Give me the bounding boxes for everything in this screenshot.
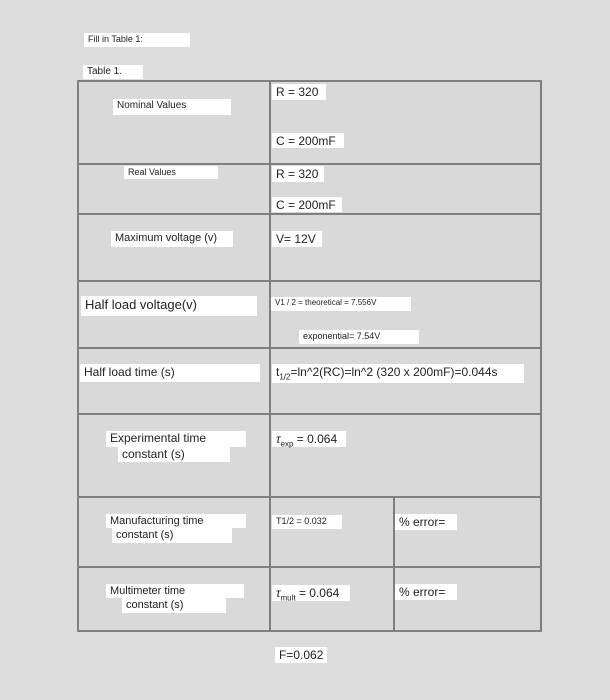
row-divider <box>79 566 540 568</box>
value-maximum-voltage: V= 12V <box>272 231 322 247</box>
error-label-manufacturing: % error= <box>395 514 457 530</box>
value-multimeter-time-constant <box>272 585 350 601</box>
value-real-r: R = 320 <box>272 166 324 182</box>
row-label-nominal-values: Nominal Values <box>113 99 231 115</box>
value-nominal-c: C = 200mF <box>272 133 344 148</box>
row-divider <box>79 496 540 498</box>
row-label-multimeter-line1: Multimeter time <box>106 584 244 598</box>
row-label-half-load-voltage: Half load voltage(v) <box>81 296 257 316</box>
row-label-manufacturing-line1: Manufacturing time <box>106 514 246 528</box>
row-divider <box>79 347 540 349</box>
value-half-load-time-subscript: 1/2 <box>279 372 291 382</box>
row-divider <box>79 163 540 165</box>
value-half-load-time-symbol: t <box>276 365 280 379</box>
error-label-multimeter: % error= <box>395 584 457 600</box>
row-label-multimeter-time-constant <box>106 584 242 613</box>
row-label-maximum-voltage: Maximum voltage (v) <box>111 231 233 247</box>
tau-subscript-mult: mult <box>280 593 296 603</box>
row-divider <box>79 213 540 215</box>
row-label-experimental-line2: constant (s) <box>118 447 230 463</box>
row-label-manufacturing-line2: constant (s) <box>112 528 232 542</box>
row-divider <box>79 413 540 415</box>
value-multimeter-number: = 0.064 <box>295 586 340 600</box>
value-half-load-time <box>272 364 524 383</box>
row-label-multimeter-line2: constant (s) <box>122 598 226 612</box>
tau-symbol: τ <box>276 432 281 446</box>
value-half-load-voltage-exponential: exponential= 7.54V <box>299 330 419 344</box>
value-real-c: C = 200mF <box>272 197 342 212</box>
value-experimental-number: = 0.064 <box>293 432 338 446</box>
tau-subscript-exp: exp <box>280 439 294 449</box>
value-experimental-time-constant <box>272 431 346 447</box>
row-label-experimental-time-constant <box>106 431 242 462</box>
table-caption: Table 1. <box>83 65 143 79</box>
value-half-load-voltage-theoretical: V1 / 2 = theoretical = 7.556V <box>271 297 411 311</box>
row-label-experimental-line1: Experimental time <box>106 431 246 447</box>
value-manufacturing-time-constant: T1/2 = 0.032 <box>272 515 342 529</box>
footer-value: F=0.062 <box>275 647 327 663</box>
row-label-real-values: Real Values <box>124 166 218 179</box>
data-table <box>77 80 542 632</box>
value-half-load-time-formula: =ln^2(RC)=ln^2 (320 x 200mF)=0.044s <box>290 365 498 379</box>
row-divider <box>79 280 540 282</box>
row-label-manufacturing-time-constant <box>106 514 242 543</box>
tau-symbol: τ <box>276 586 281 600</box>
instruction-label: Fill in Table 1: <box>84 33 190 47</box>
row-label-half-load-time: Half load time (s) <box>80 364 260 382</box>
value-nominal-r: R = 320 <box>272 84 326 100</box>
